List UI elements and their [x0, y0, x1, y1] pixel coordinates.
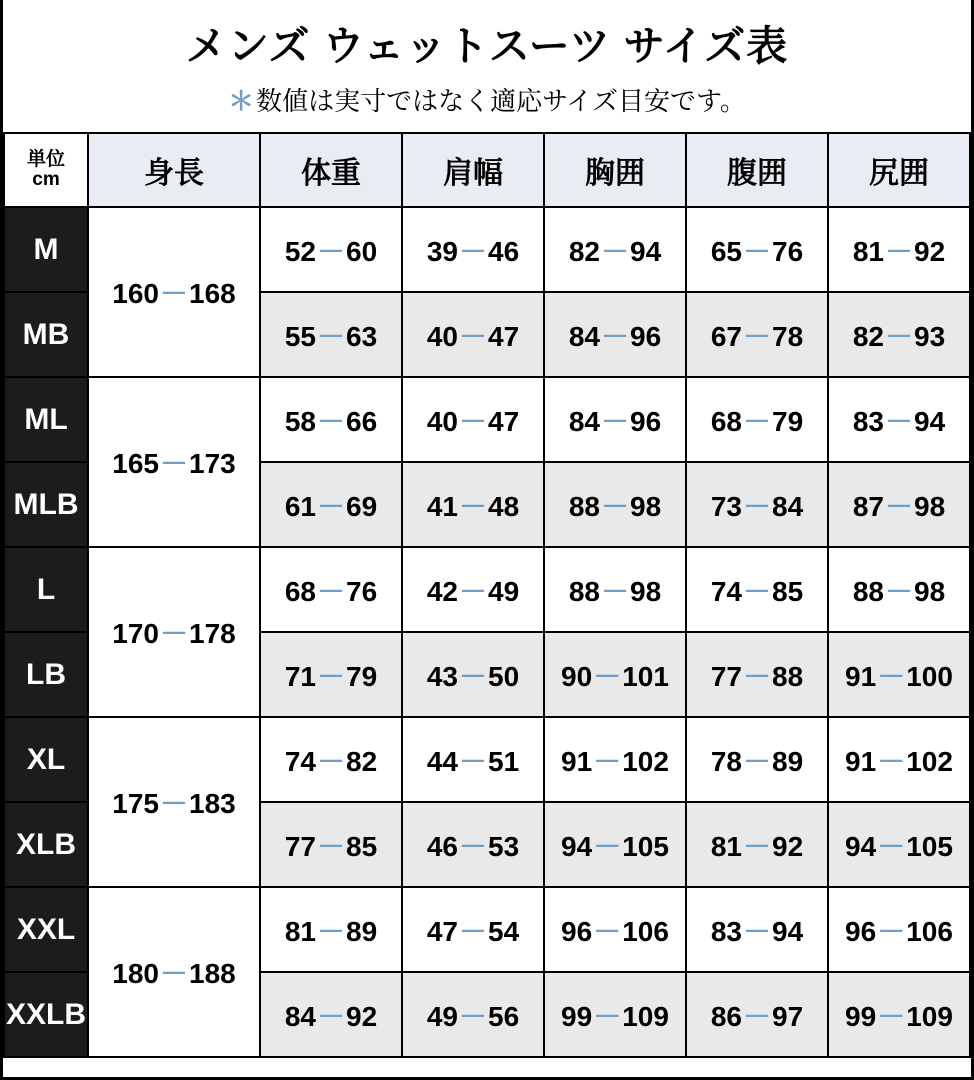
- size-label: MLB: [4, 462, 88, 547]
- waist-cell: 81－92: [686, 802, 828, 887]
- shoulder-cell: 46－53: [402, 802, 544, 887]
- column-header-hip: 尻囲: [828, 133, 970, 207]
- height-range-cell: 160－168: [88, 207, 260, 377]
- unit-label-line2: cm: [32, 169, 60, 191]
- shoulder-cell: 43－50: [402, 632, 544, 717]
- shoulder-cell: 49－56: [402, 972, 544, 1057]
- waist-cell: 83－94: [686, 887, 828, 972]
- hip-cell: 96－106: [828, 887, 970, 972]
- table-row: [4, 547, 970, 632]
- height-range-cell: 180－188: [88, 887, 260, 1057]
- hip-cell: 81－92: [828, 207, 970, 292]
- size-label: XXL: [4, 887, 88, 972]
- waist-cell: 67－78: [686, 292, 828, 377]
- weight-cell: 68－76: [260, 547, 402, 632]
- page-subtitle: [3, 69, 971, 132]
- height-range-cell: 170－178: [88, 547, 260, 717]
- size-label: XLB: [4, 802, 88, 887]
- chest-cell: 99－109: [544, 972, 686, 1057]
- size-table: [3, 132, 971, 1058]
- waist-cell: 86－97: [686, 972, 828, 1057]
- shoulder-cell: 44－51: [402, 717, 544, 802]
- table-row: [4, 377, 970, 462]
- table-row: [4, 717, 970, 802]
- chest-cell: 82－94: [544, 207, 686, 292]
- hip-cell: 83－94: [828, 377, 970, 462]
- waist-cell: 74－85: [686, 547, 828, 632]
- asterisk-icon: ＊: [228, 86, 255, 117]
- chest-cell: 90－101: [544, 632, 686, 717]
- waist-cell: 78－89: [686, 717, 828, 802]
- column-header-shoulder: 肩幅: [402, 133, 544, 207]
- weight-cell: 81－89: [260, 887, 402, 972]
- hip-cell: 94－105: [828, 802, 970, 887]
- weight-cell: 84－92: [260, 972, 402, 1057]
- column-header-waist: 腹囲: [686, 133, 828, 207]
- size-label: M: [4, 207, 88, 292]
- shoulder-cell: 41－48: [402, 462, 544, 547]
- shoulder-cell: 40－47: [402, 292, 544, 377]
- weight-cell: 52－60: [260, 207, 402, 292]
- table-header: [4, 133, 970, 207]
- size-label: XXLB: [4, 972, 88, 1057]
- size-label: XL: [4, 717, 88, 802]
- unit-label: [4, 133, 88, 207]
- weight-cell: 61－69: [260, 462, 402, 547]
- column-header-chest: 胸囲: [544, 133, 686, 207]
- size-label: ML: [4, 377, 88, 462]
- page-title: メンズ ウェットスーツ サイズ表: [185, 23, 789, 69]
- size-label: LB: [4, 632, 88, 717]
- weight-cell: 55－63: [260, 292, 402, 377]
- hip-cell: 99－109: [828, 972, 970, 1057]
- table-row: [4, 207, 970, 292]
- shoulder-cell: 39－46: [402, 207, 544, 292]
- table-row: [4, 887, 970, 972]
- waist-cell: 77－88: [686, 632, 828, 717]
- hip-cell: 82－93: [828, 292, 970, 377]
- weight-cell: 74－82: [260, 717, 402, 802]
- chest-cell: 94－105: [544, 802, 686, 887]
- hip-cell: 88－98: [828, 547, 970, 632]
- size-label: L: [4, 547, 88, 632]
- weight-cell: 77－85: [260, 802, 402, 887]
- hip-cell: 91－102: [828, 717, 970, 802]
- shoulder-cell: 47－54: [402, 887, 544, 972]
- hip-cell: 87－98: [828, 462, 970, 547]
- waist-cell: 73－84: [686, 462, 828, 547]
- hip-cell: 91－100: [828, 632, 970, 717]
- size-label: MB: [4, 292, 88, 377]
- column-header-weight: 体重: [260, 133, 402, 207]
- waist-cell: 68－79: [686, 377, 828, 462]
- table-header-row: [4, 133, 970, 207]
- weight-cell: 58－66: [260, 377, 402, 462]
- chest-cell: 88－98: [544, 547, 686, 632]
- shoulder-cell: 42－49: [402, 547, 544, 632]
- shoulder-cell: 40－47: [402, 377, 544, 462]
- table-body: [4, 207, 970, 1057]
- subtitle-text: 数値は実寸ではなく適応サイズ目安です。: [256, 86, 746, 117]
- column-header-height: 身長: [88, 133, 260, 207]
- chest-cell: 96－106: [544, 887, 686, 972]
- unit-label-line1: 単位: [26, 149, 65, 171]
- height-range-cell: 165－173: [88, 377, 260, 547]
- chest-cell: 91－102: [544, 717, 686, 802]
- waist-cell: 65－76: [686, 207, 828, 292]
- height-range-cell: 175－183: [88, 717, 260, 887]
- weight-cell: 71－79: [260, 632, 402, 717]
- chest-cell: 84－96: [544, 292, 686, 377]
- chest-cell: 84－96: [544, 377, 686, 462]
- chest-cell: 88－98: [544, 462, 686, 547]
